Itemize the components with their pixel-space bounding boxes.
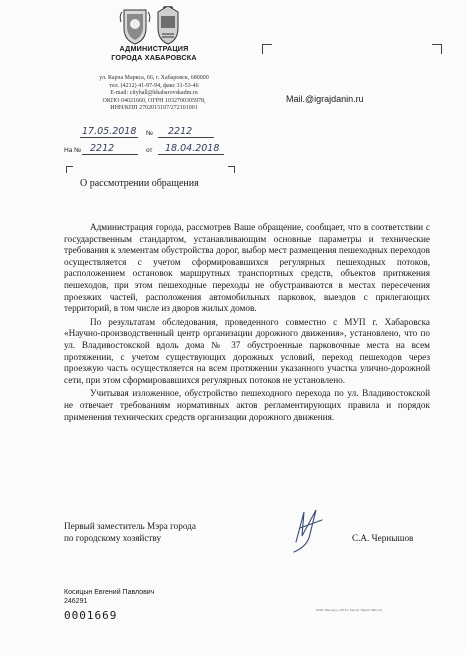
executor-phone: 246291 (64, 598, 88, 605)
footer-note: ООО «Велорус» 2018 г. Зак.20. Тираж 5000 экз. (316, 608, 383, 612)
okpo: ОКПО 04021660, ОГРН 1032700305978, (102, 97, 206, 104)
krai-emblem-icon (158, 6, 178, 44)
reg-date: 17.05.2018 (82, 126, 137, 137)
subject: О рассмотрении обращения (80, 178, 199, 189)
city-emblem-icon (120, 10, 150, 44)
executor-name: Косицын Евгений Павлович (64, 589, 155, 596)
signatory-position (64, 521, 196, 544)
signatory-position-line1: Первый заместитель Мэра города (64, 521, 196, 531)
letterhead-contacts (64, 75, 244, 113)
signatory-position-line2: по городскому хозяйству (64, 532, 162, 543)
ref-date: 18.04.2018 (165, 143, 220, 154)
handwritten-signature (282, 506, 328, 556)
letter-body (64, 222, 430, 425)
address: ул. Карла Маркса, 66, г. Хабаровск, 680000 (99, 75, 209, 81)
org-name-line1: АДМИНИСТРАЦИЯ (119, 44, 189, 53)
org-name-line2: ГОРОДА ХАБАРОВСКА (111, 53, 197, 62)
ref-number: 2212 (90, 143, 115, 154)
ref-from: от (146, 147, 153, 154)
subject-bracket-right (228, 166, 235, 173)
executor (64, 588, 154, 606)
body-paragraph-1: Администрация города, рассмотрев Ваше обращение, сообщает, что в соответствии с государственным стандартом, устанавливающим основные параметры и технические требования к элементам обустройства дорог, выбор мест размещения пешеходных переходов осуществляется с учетом сформировавшихся регулярных пешеходных потоков, расположением остановок маршрутных транспортных средств, объектов притяжения пешеходов, при этом пешеходные переходы не обустраиваются в местах пересечения проезжих частей, расположения автомобильных парковок, выездов с прилегающих территорий, в том числе из дворов жилых домов. (64, 222, 430, 314)
inn: ИНН/КПП 2702015107/272101001 (110, 105, 198, 112)
addressee-bracket-right (432, 44, 442, 54)
addressee-bracket-left (262, 44, 272, 54)
body-paragraph-2: По результатам обследования, проведенного совместно с МУП г. Хабаровска «Научно-производственный центр организации дорожного движения», установлено, что по ул. Владивостокской вдоль дома № 37 обустроенные парковочные места на всем протяжении, с учетом существующих дорожных условий, переход пешеходов через проезжую часть осуществляется на всем протяжении указанного участка улично-дорожной сети, при этом сформировавшихся регулярных потоков не установлено. (64, 316, 430, 385)
subject-bracket-left (66, 166, 73, 173)
reg-number-sign: № (146, 130, 153, 137)
ref-prefix: На № (64, 147, 82, 154)
emblems (118, 6, 188, 46)
email: E-mail: cityhall@khabarovskadm.ru (110, 90, 198, 97)
document-number: 0001669 (64, 609, 118, 622)
phone: тел. (4212) 41-97-94, факс 31-53-46 (109, 82, 199, 89)
org-name (64, 44, 244, 62)
addressee: Mail.@igrajdanin.ru (286, 94, 364, 104)
body-paragraph-3: Учитывая изложенное, обустройство пешеходного перехода по ул. Владивостокской не отвечает требованиям нормативных актов регламентирующих правила и порядок применения технических средств организации дорожного движения. (64, 388, 430, 422)
reg-number: 2212 (168, 126, 193, 137)
signatory-name: С.А. Чернышов (352, 533, 414, 543)
